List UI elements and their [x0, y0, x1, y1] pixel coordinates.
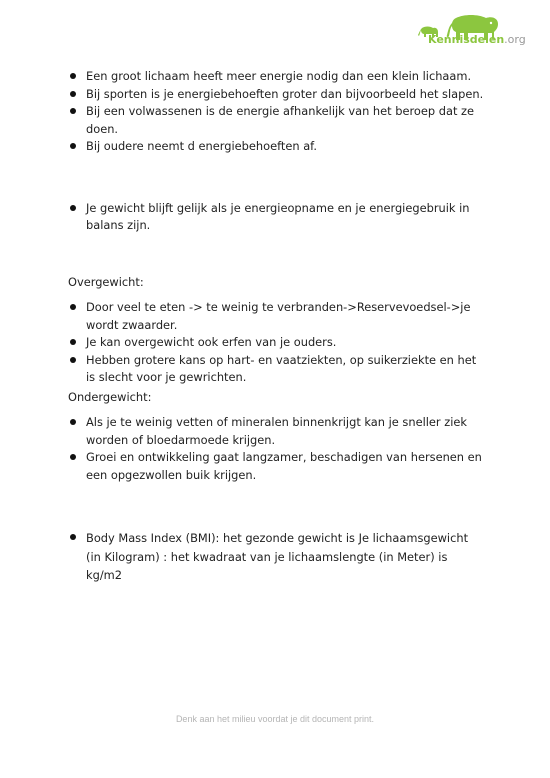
document-body: [66, 68, 486, 585]
list-item: Als je te weinig vetten of mineralen binnenkrijgt kan je sneller ziek worden of bloedarmoede krijgen.: [66, 414, 486, 449]
footer-note: Denk aan het milieu voordat je dit document print.: [175, 714, 375, 724]
ondergewicht-list: [66, 414, 486, 484]
overgewicht-list: [66, 299, 486, 387]
logo-tld: .org: [504, 33, 526, 46]
heading-overgewicht: Overgewicht:: [68, 274, 144, 289]
balance-list: [66, 200, 486, 235]
energy-list: [66, 68, 486, 156]
heading-ondergewicht: Ondergewicht:: [68, 389, 152, 404]
list-item: Bij sporten is je energiebehoeften groter dan bijvoorbeeld het slapen.: [66, 86, 486, 104]
list-item: Je kan overgewicht ook erfen van je ouders.: [66, 334, 486, 352]
list-item: Je gewicht blijft gelijk als je energieopname en je energiegebruik in balans zijn.: [66, 200, 486, 235]
kennisdelen-logo[interactable]: [416, 14, 534, 50]
list-item: Een groot lichaam heeft meer energie nodig dan een klein lichaam.: [66, 68, 486, 86]
logo-text: [428, 33, 526, 46]
list-item: Bij oudere neemt d energiebehoeften af.: [66, 138, 486, 156]
logo-name: Kennisdelen: [428, 33, 505, 46]
list-item: Groei en ontwikkeling gaat langzamer, beschadigen van hersenen en een opgezwollen buik krijgen.: [66, 449, 486, 484]
bmi-list: [66, 529, 486, 585]
list-item: Hebben grotere kans op hart- en vaatziekten, op suikerziekte en het is slecht voor je gewrichten.: [66, 352, 486, 387]
list-item: Body Mass Index (BMI): het gezonde gewicht is Je lichaamsgewicht (in Kilogram) : het kwadraat van je lichaamslengte (in Meter) is kg/m2: [66, 529, 486, 585]
list-item: Bij een volwassenen is de energie afhankelijk van het beroep dat ze doen.: [66, 103, 486, 138]
list-item: Door veel te eten -> te weinig te verbranden->Reservevoedsel->je wordt zwaarder.: [66, 299, 486, 334]
